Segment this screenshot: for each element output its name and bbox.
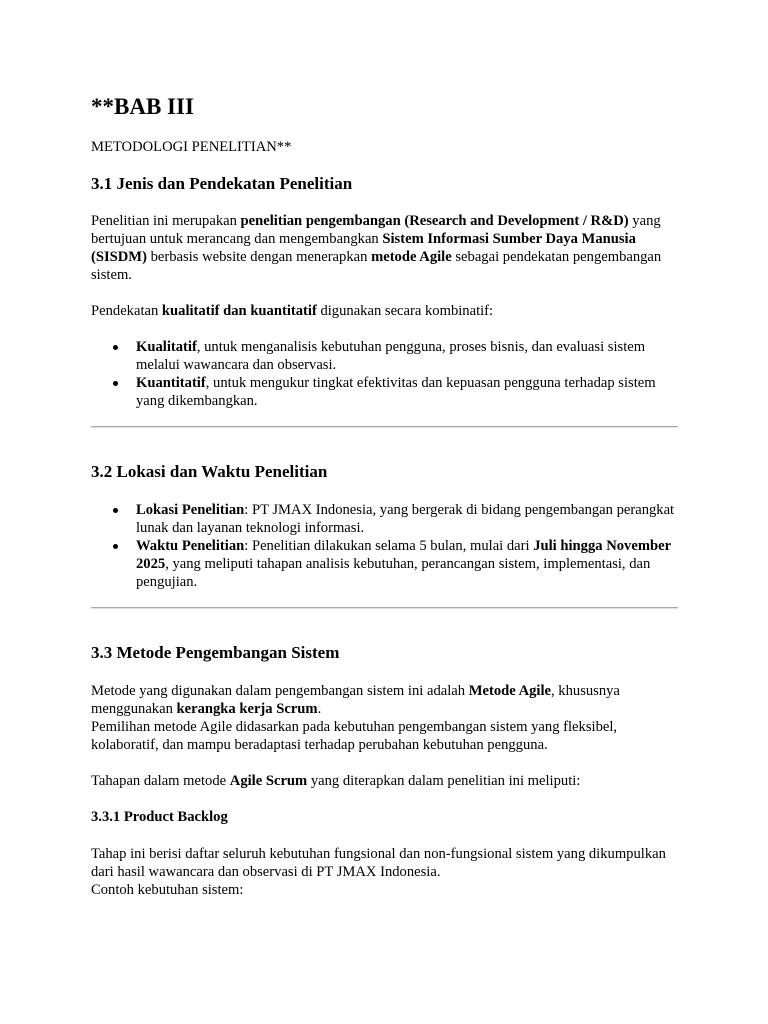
bold-run: Kualitatif [136, 339, 197, 355]
horizontal-rule [91, 426, 678, 428]
bullet-icon [113, 345, 118, 350]
text-run: digunakan secara kombinatif: [316, 303, 494, 319]
bold-run: Waktu Penelitian [136, 538, 245, 554]
list-item [91, 501, 681, 537]
text-run: , khususnya menggunakan [91, 683, 620, 717]
horizontal-rule [91, 607, 678, 609]
section-3-1-paragraph-1 [91, 212, 681, 284]
bold-run: Sistem Informasi Sumber Daya Manusia (SISDM) [91, 231, 636, 265]
bullet-icon [113, 381, 118, 386]
text-run: sebagai pendekatan pengembangan sistem. [91, 249, 662, 283]
text-run: , yang meliputi tahapan analisis kebutuhan, perancangan sistem, implementasi, dan pengujian. [136, 556, 651, 590]
list-item [91, 537, 681, 591]
subsection-3-3-1-paragraph [91, 845, 681, 899]
chapter-title: **BAB III [91, 94, 194, 119]
bullet-icon [113, 544, 118, 549]
text-run: , untuk menganalisis kebutuhan pengguna, proses bisnis, dan evaluasi sistem melalui wawancara dan observasi. [136, 339, 646, 373]
text-run: Pemilihan metode Agile didasarkan pada kebutuhan pengembangan sistem yang fleksibel, kolaboratif, dan mampu beradaptasi terhadap perubahan kebutuhan pengguna. [91, 719, 618, 753]
section-heading-3-2: 3.2 Lokasi dan Waktu Penelitian [91, 462, 328, 481]
subsection-heading-3-3-1: 3.3.1 Product Backlog [91, 809, 228, 825]
section-3-3-paragraph-2 [91, 772, 681, 790]
text-run: Tahapan dalam metode [91, 773, 230, 789]
text-run: : Penelitian dilakukan selama 5 bulan, mulai dari [244, 538, 534, 554]
bold-run: Lokasi Penelitian [136, 502, 245, 518]
bold-run: Agile Scrum [229, 773, 308, 789]
bold-run: Juli hingga November 2025 [136, 538, 671, 572]
bold-run: kualitatif dan kuantitatif [161, 303, 317, 319]
text-run: yang diterapkan dalam penelitian ini meliputi: [307, 773, 581, 789]
text-run: : PT JMAX Indonesia, yang bergerak di bidang pengembangan perangkat lunak dan layanan teknologi informasi. [136, 502, 675, 536]
section-3-2-list [91, 501, 681, 591]
section-3-3-paragraph-1 [91, 682, 681, 754]
bold-run: Metode Agile [468, 683, 551, 699]
bold-run: Kuantitatif [136, 375, 206, 391]
bullet-icon [113, 508, 118, 513]
text-run: berbasis website dengan menerapkan [146, 249, 372, 265]
section-heading-3-3: 3.3 Metode Pengembangan Sistem [91, 643, 340, 662]
list-item [91, 338, 681, 374]
list-item [91, 374, 681, 410]
text-run: , untuk mengukur tingkat efektivitas dan kepuasan pengguna terhadap sistem yang dikembangkan. [136, 375, 656, 409]
section-heading-3-1: 3.1 Jenis dan Pendekatan Penelitian [91, 174, 353, 193]
section-3-1-paragraph-2 [91, 302, 681, 320]
text-run: yang bertujuan untuk merancang dan mengembangkan [91, 213, 661, 247]
section-3-1-list [91, 338, 681, 410]
text-run: Contoh kebutuhan sistem: [91, 882, 244, 898]
text-run: . [317, 701, 322, 717]
bold-run: metode Agile [371, 249, 452, 265]
text-run: Pendekatan [91, 303, 162, 319]
text-run: Metode yang digunakan dalam pengembangan sistem ini adalah [91, 683, 469, 699]
text-run: Penelitian ini merupakan [91, 213, 241, 229]
bold-run: kerangka kerja Scrum [176, 701, 318, 717]
bold-run: penelitian pengembangan (Research and Development / R&D) [240, 213, 629, 229]
chapter-subtitle: METODOLOGI PENELITIAN** [91, 139, 292, 155]
text-run: Tahap ini berisi daftar seluruh kebutuhan fungsional dan non-fungsional sistem yang dikumpulkan dari hasil wawancara dan observasi di PT JMAX Indonesia. [91, 846, 666, 880]
